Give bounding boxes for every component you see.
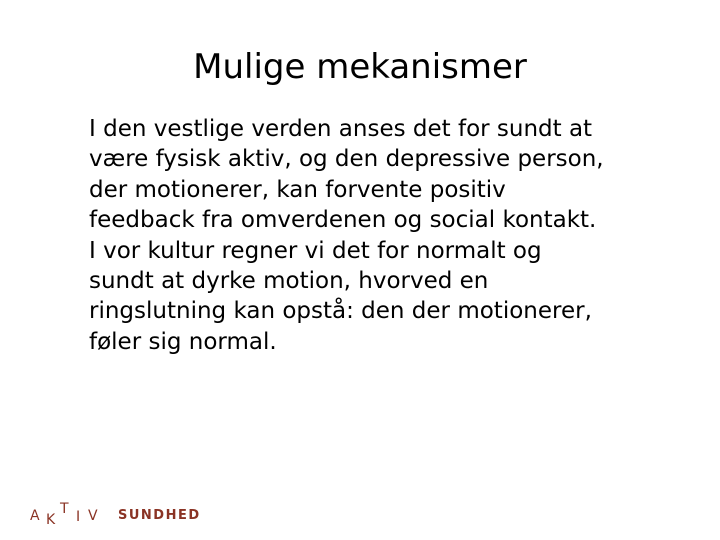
logo-letter: V	[88, 508, 98, 524]
logo-letter: T	[60, 501, 69, 517]
slide-body	[89, 114, 689, 357]
logo-letter: I	[76, 509, 81, 525]
body-line: være fysisk aktiv, og den depressive person,	[89, 146, 604, 173]
body-line: føler sig normal.	[89, 328, 277, 355]
body-line: ringslutning kan opstå: den der motionerer,	[89, 298, 592, 325]
body-line: I den vestlige verden anses det for sundt at	[89, 116, 593, 142]
aktiv-sundhed-logo	[30, 500, 210, 532]
logo-word: SUNDHED	[118, 508, 201, 523]
logo-letter: A	[30, 508, 40, 524]
logo-letter: K	[46, 512, 56, 528]
slide-title: Mulige mekanismer	[193, 47, 527, 87]
body-line: sundt at dyrke motion, hvorved en	[89, 268, 489, 295]
body-line: feedback fra omverdenen og social kontakt.	[89, 207, 597, 234]
body-line: der motionerer, kan forvente positiv	[89, 176, 506, 203]
side-credit-mark	[5, 453, 15, 533]
body-line: I vor kultur regner vi det for normalt og	[89, 237, 542, 264]
